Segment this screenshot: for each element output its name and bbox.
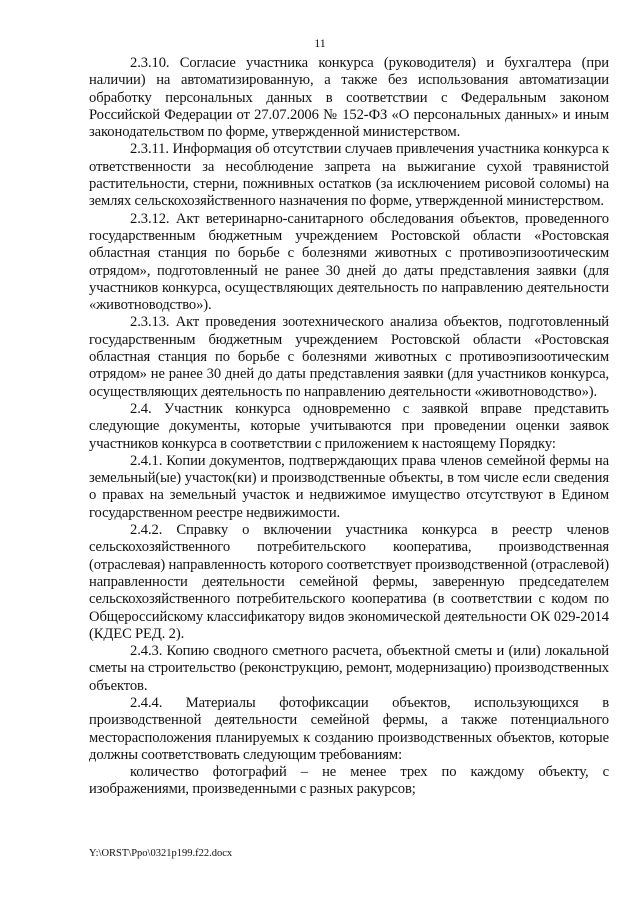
paragraph-2-3-10: 2.3.10. Согласие участника конкурса (руководителя) и бухгалтера (при наличии) на автоматизированную, а также без использования автоматизации обработку персональных данных в соответствии с Федеральным законом Российской Федерации от 27.07.2006 № 152-ФЗ «О персональных данных» и иным законодательством по форме, утвержденной министерством.: [89, 55, 609, 141]
paragraph-2-4-3: 2.4.3. Копию сводного сметного расчета, объектной сметы и (или) локальной сметы на строительство (реконструкцию, ремонт, модернизацию) производственных объектов.: [89, 643, 609, 694]
page-number: 11: [314, 36, 326, 50]
file-path-footer: Y:\ORST\Ppo\0321p199.f22.docx: [89, 848, 233, 859]
paragraph-2-3-11: 2.3.11. Информация об отсутствии случаев привлечения участника конкурса к ответственности за несоблюдение запрета на выжигание сухой травянистой растительности, стерни, пожнивных остатков (за исключением рисовой соломы) на землях сельскохозяйственного назначения по форме, утвержденной министерством.: [89, 141, 609, 210]
paragraph-2-4: 2.4. Участник конкурса одновременно с заявкой вправе представить следующие документы, которые учитываются при проведении оценки заявок участников конкурса в соответствии с приложением к настоящему Порядку:: [89, 400, 609, 452]
document-body: [89, 55, 609, 799]
paragraph-2-4-2: 2.4.2. Справку о включении участника конкурса в реестр членов сельскохозяйственного потребительского кооператива, производственная (отраслевая) направленность которого соответствует производственной (отраслевой) направленности деятельности семейной фермы, заверенную председателем сельскохозяйственного потребительского кооператива (в соответствии с кодом по Общероссийскому классификатору видов экономической деятельности ОК 029-2014 (КДЕС РЕД. 2).: [89, 522, 609, 642]
paragraph-2-4-4: 2.4.4. Материалы фотофиксации объектов, использующихся в производственной деятельности семейной фермы, а также потенциального месторасположения планируемых к созданию производственных объектов, которые должны соответствовать следующим требованиям:: [89, 694, 609, 763]
paragraph-2-3-13: 2.3.13. Акт проведения зоотехнического анализа объектов, подготовленный государственным бюджетным учреждением Ростовской области «Ростовская областная станция по борьбе с болезнями животных с противоэпизоотическим отрядом» не ранее 30 дней до даты представления заявки (для участников конкурса, осуществляющих деятельность по направлению деятельности «животноводство»).: [89, 314, 609, 400]
paragraph-photo-count: количество фотографий – не менее трех по каждому объекту, с изображениями, произведенными с разных ракурсов;: [89, 764, 609, 798]
paragraph-2-4-1: 2.4.1. Копии документов, подтверждающих права членов семейной фермы на земельный(ые) участок(ки) и производственные объекты, в том числе если сведения о правах на земельный участок и недвижимое имущество отсутствуют в Едином государственном реестре недвижимости.: [89, 452, 609, 521]
paragraph-2-3-12: 2.3.12. Акт ветеринарно-санитарного обследования объектов, проведенного государственным бюджетным учреждением Ростовской области «Ростовская областная станция по борьбе с болезнями животных с противоэпизоотическим отрядом», подготовленный не ранее 30 дней до даты представления заявки (для участников конкурса, осуществляющих деятельность по направлению деятельности «животноводство»).: [89, 210, 609, 314]
